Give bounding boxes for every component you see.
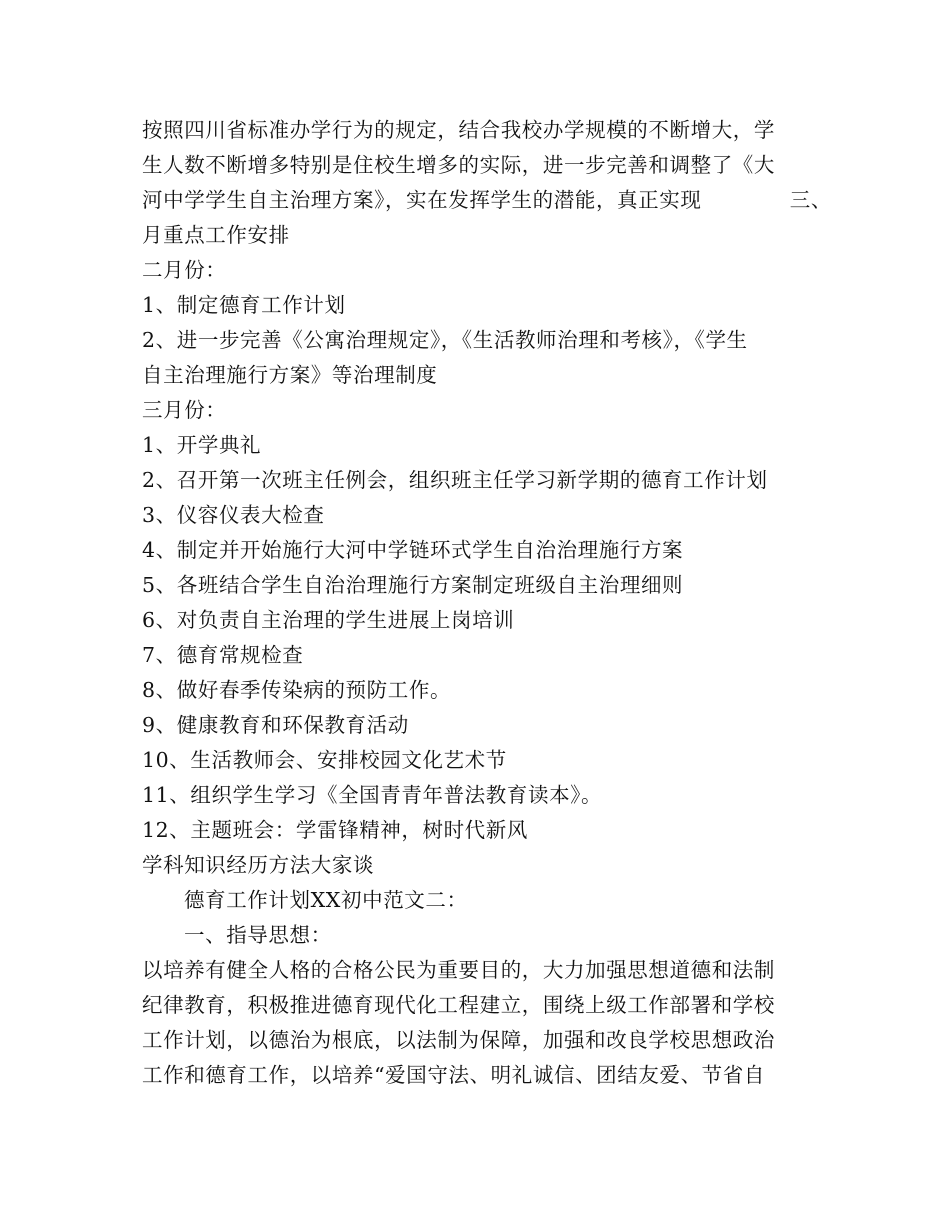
- feb-item-2-cont: 自主治理施行方案》等治理制度: [142, 363, 438, 387]
- mar-item-12: 12、主题班会：学雷锋精神，树时代新风: [142, 818, 528, 842]
- mar-item-4: 4、制定并开始施行大河中学链环式学生自治治理施行方案: [142, 538, 684, 562]
- mar-item-11: 11、组织学生学习《全国青青年普法教育读本》。: [142, 783, 603, 807]
- mar-item-3: 3、仪容仪表大检查: [142, 503, 325, 527]
- guiding-line-3: 工作计划，以德治为根底，以法制为保障，加强和改良学校思想政治: [142, 1028, 775, 1052]
- subsection-title: 一、指导思想：: [184, 923, 332, 947]
- intro-line-3-tail: 三、: [789, 188, 832, 212]
- guiding-line-2: 纪律教育，积极推进德育现代化工程建立，围绕上级工作部署和学校: [142, 993, 775, 1017]
- mar-item-7: 7、德育常规检查: [142, 643, 304, 667]
- intro-line-3: [142, 183, 832, 218]
- document-page: [142, 113, 832, 1093]
- mar-item-1: 1、开学典礼: [142, 433, 262, 457]
- mar-item-10: 10、生活教师会、安排校园文化艺术节: [142, 748, 507, 772]
- mar-item-6: 6、对负责自主治理的学生进展上岗培训: [142, 608, 515, 632]
- intro-line-4: 月重点工作安排: [142, 223, 290, 247]
- intro-line-1: 按照四川省标准办学行为的规定，结合我校办学规模的不断增大，学: [142, 118, 775, 142]
- guiding-line-1: 以培养有健全人格的合格公民为重要目的，大力加强思想道德和法制: [142, 958, 775, 982]
- feb-heading: 二月份：: [142, 258, 227, 282]
- mar-item-9: 9、健康教育和环保教育活动: [142, 713, 409, 737]
- section-title: 德育工作计划XX初中范文二：: [184, 888, 468, 912]
- intro-line-3-text: 河中学学生自主治理方案》，实在发挥学生的潜能，真正实现: [142, 188, 702, 212]
- feb-item-2: 2、进一步完善《公寓治理规定》，《生活教师治理和考核》，《学生: [142, 328, 748, 352]
- mar-item-2: 2、召开第一次班主任例会，组织班主任学习新学期的德育工作计划: [142, 468, 768, 492]
- mar-item-5: 5、各班结合学生自治治理施行方案制定班级自主治理细则: [142, 573, 684, 597]
- guiding-line-4: 工作和德育工作，以培养“爱国守法、明礼诚信、团结友爱、节省自: [142, 1063, 765, 1087]
- mar-item-8: 8、做好春季传染病的预防工作。: [142, 678, 452, 702]
- mar-item-13: 学科知识经历方法大家谈: [142, 853, 375, 877]
- mar-heading: 三月份：: [142, 398, 227, 422]
- feb-item-1: 1、制定德育工作计划: [142, 293, 346, 317]
- intro-line-2: 生人数不断增多特别是住校生增多的实际，进一步完善和调整了《大: [142, 153, 775, 177]
